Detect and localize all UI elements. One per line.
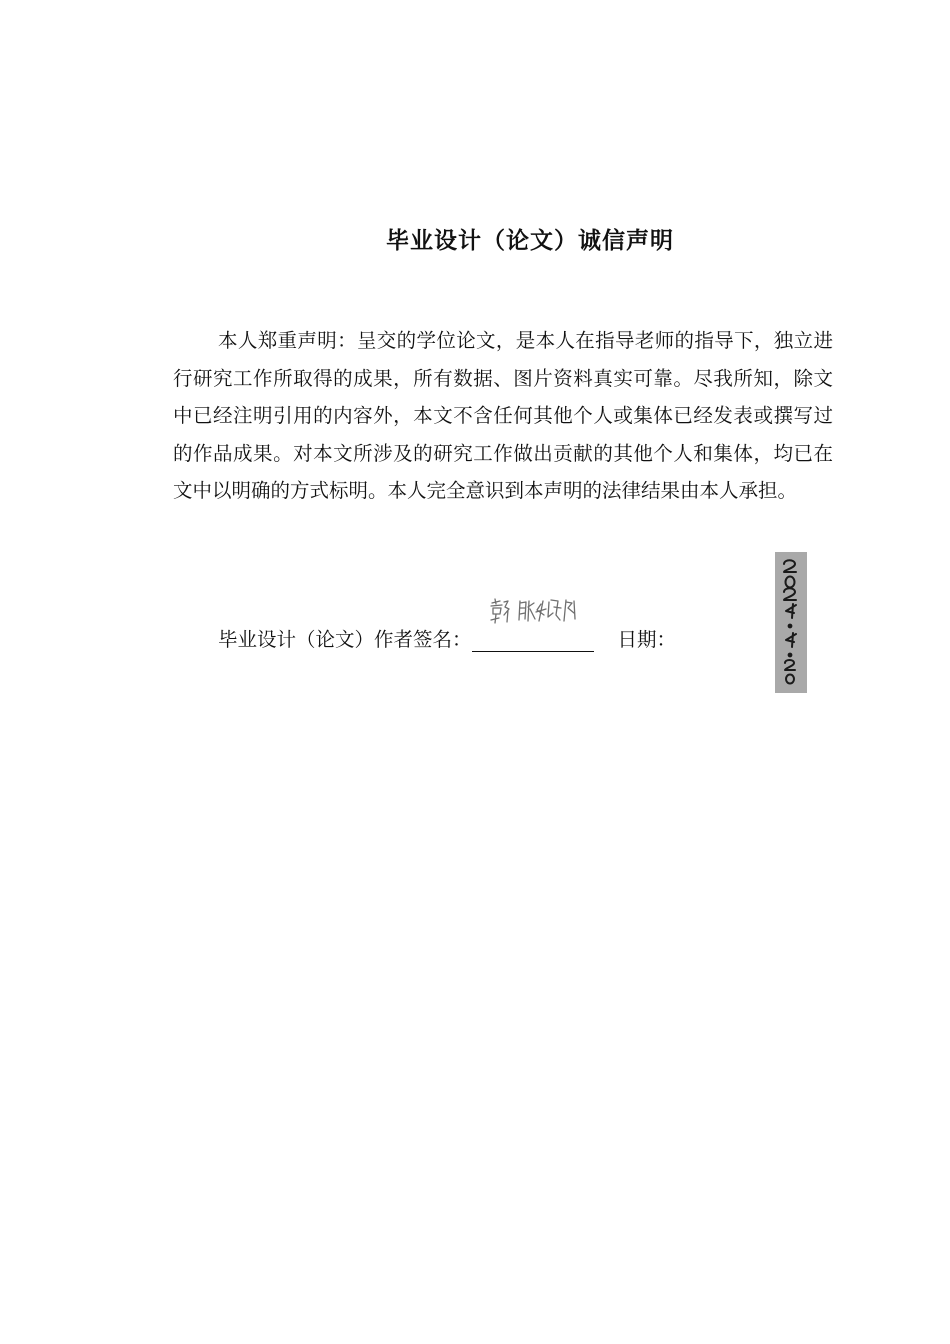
signature-row bbox=[218, 624, 676, 652]
date-paper-strip bbox=[775, 552, 807, 693]
handwritten-signature bbox=[486, 595, 586, 631]
page-title: 毕业设计（论文）诚信声明 bbox=[386, 228, 674, 254]
declaration-paragraph: 本人郑重声明：呈交的学位论文，是本人在指导老师的指导下，独立进行研究工作所取得的成果，所有数据、图片资料真实可靠。尽我所知，除文中已经注明引用的内容外，本文不含任何其他个人或集体已经发表或撰写过的作品成果。对本文所涉及的研究工作做出贡献的其他个人和集体，均已在文中以明确的方式标明。本人完全意识到本声明的法律结果由本人承担。 bbox=[173, 329, 833, 502]
signature-label: 毕业设计（论文）作者签名： bbox=[218, 628, 472, 651]
date-label: 日期： bbox=[617, 628, 677, 651]
signature-blank bbox=[472, 625, 594, 652]
handwritten-date bbox=[775, 552, 807, 693]
